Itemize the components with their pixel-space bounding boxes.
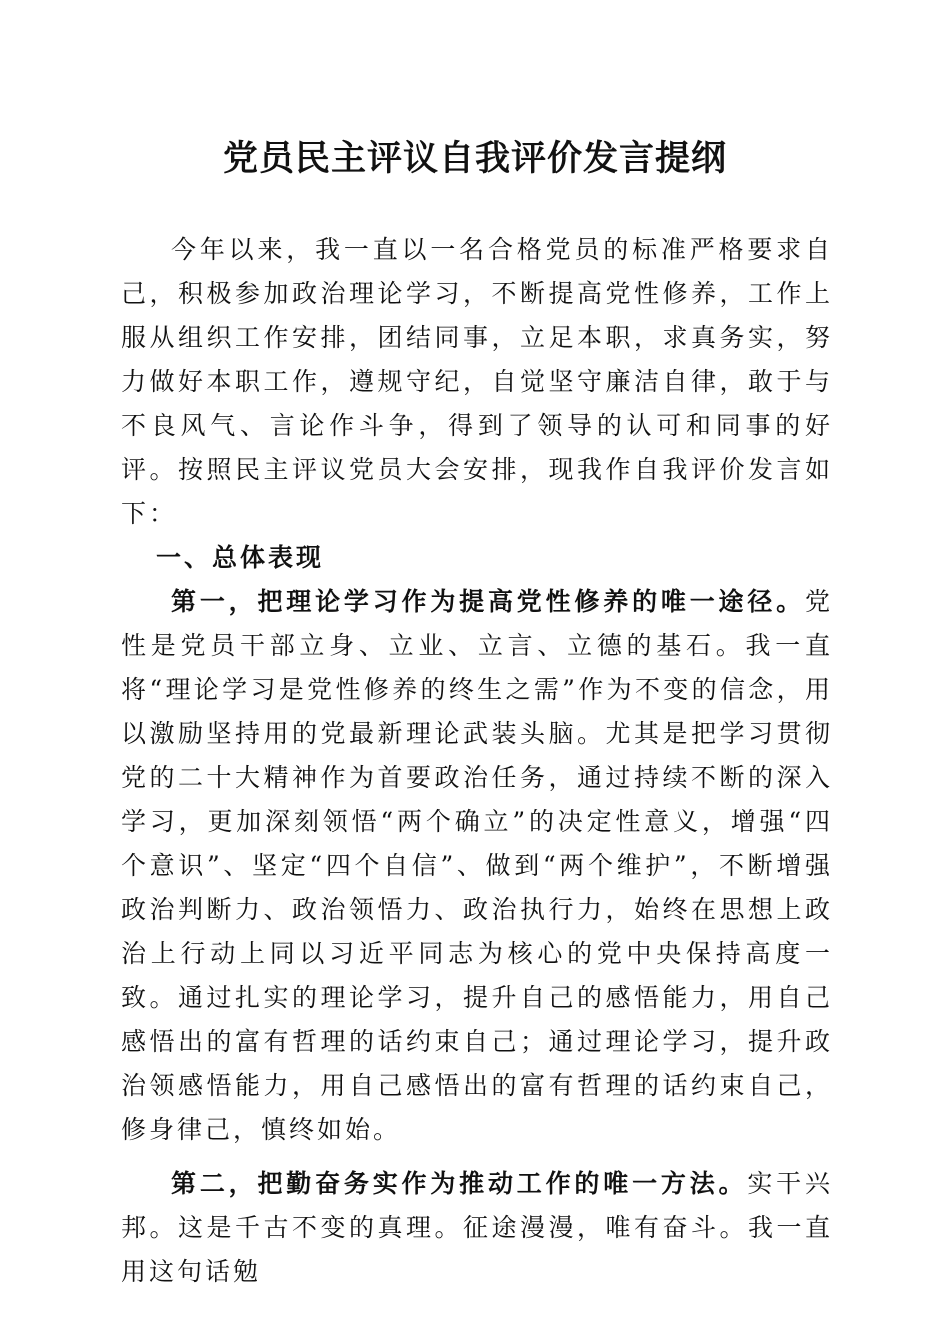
section-heading-overall: 一、总体表现: [156, 543, 325, 572]
document-title: 党员民主评议自我评价发言提纲: [222, 138, 727, 179]
point-one-body: 党性是党员干部立身、立业、立言、立德的基石。我一直将“理论学习是党性修养的终生之需”作为不变的信念，用以激励坚持用的党最新理论武装头脑。尤其是把学习贯彻党的二十大精神作为首要政治任务，通过持续不断的深入学习，更加深刻领悟“两个确立”的决定性意义，增强“四个意识”、坚定“四个自信”、做到“两个维护”，不断增强政治判断力、政治领悟力、政治执行力，始终在思想上政治上行动上同以习近平同志为核心的党中央保持高度一致。通过扎实的理论学习，提升自己的感悟能力，用自己感悟出的富有哲理的话约束自己；通过理论学习，提升政治领感悟能力，用自己感悟出的富有哲理的话约束自己，修身律己，慎终如始。: [121, 587, 833, 1144]
document-body: [121, 228, 833, 1294]
point-two-body: 实干兴邦。这是千古不变的真理。征途漫漫，唯有奋斗。我一直用这句话勉: [121, 1169, 833, 1286]
intro-paragraph: 今年以来，我一直以一名合格党员的标准严格要求自己，积极参加政治理论学习，不断提高党性修养，工作上服从组织工作安排，团结同事，立足本职，求真务实，努力做好本职工作，遵规守纪，自觉坚守廉洁自律，敢于与不良风气、言论作斗争，得到了领导的认可和同事的好评。按照民主评议党员大会安排，现我作自我评价发言如下：: [121, 235, 833, 528]
point-two-paragraph: [121, 1162, 833, 1294]
point-one-lead: 第一，把理论学习作为提高党性修养的唯一途径。: [171, 587, 805, 616]
point-two-lead: 第二，把勤奋务实作为推动工作的唯一方法。: [171, 1169, 748, 1198]
point-one-paragraph: [121, 580, 833, 1152]
